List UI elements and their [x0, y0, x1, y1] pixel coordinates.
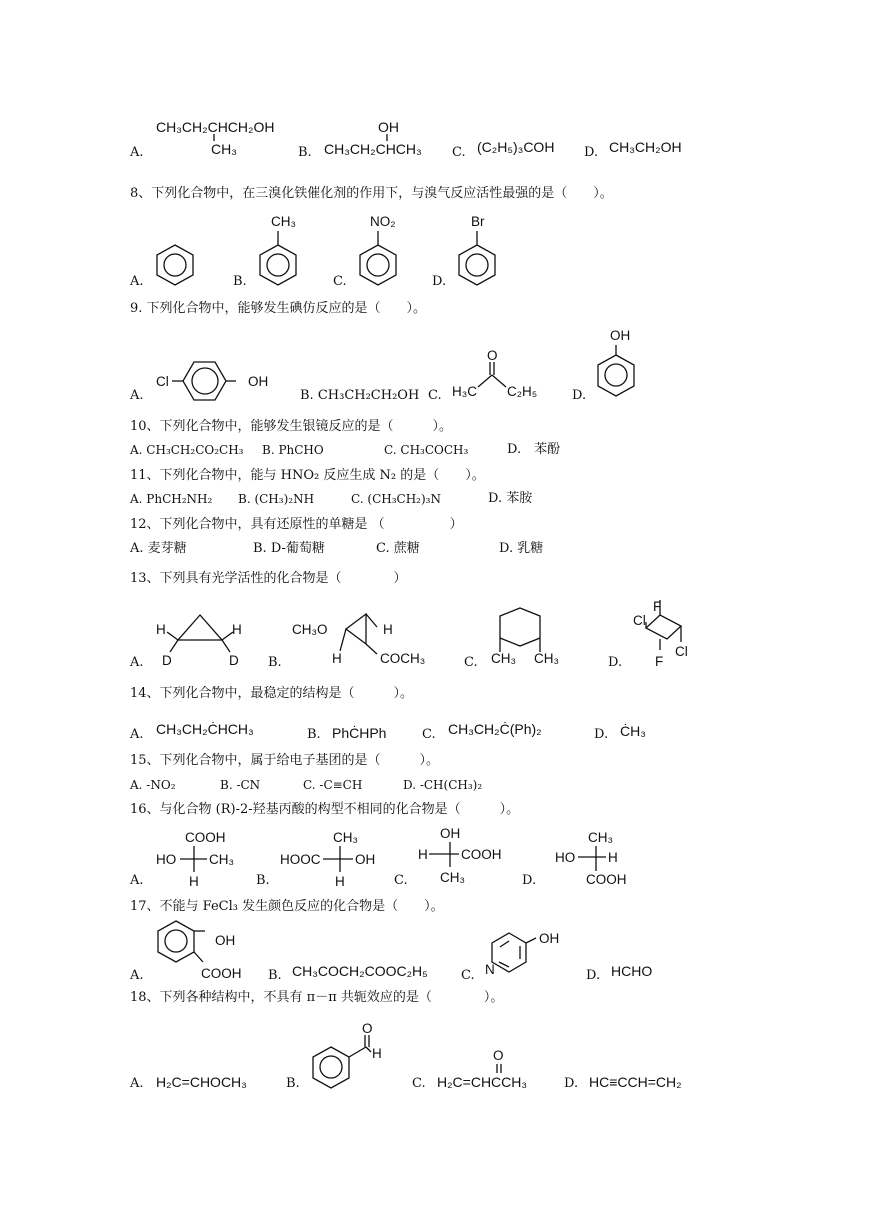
q16-d-right: H	[608, 850, 618, 865]
q14-option-c: CH₃CH₂Ċ(Ph)₂	[448, 721, 542, 737]
q9-a-oh: OH	[248, 374, 269, 389]
q9-stem: 9. 下列化合物中，能够发生碘仿反应的是（ ）。	[130, 301, 427, 316]
q14-option-a: CH₃CH₂ĊHCH₃	[156, 721, 254, 737]
q14-option-b-label: B.	[307, 727, 321, 742]
q14-option-c-label: C.	[422, 727, 436, 742]
svg-text:CH₃: CH₃	[534, 651, 559, 666]
q7-b-oh: OH	[378, 119, 399, 135]
q16-option-d-label: D.	[522, 873, 537, 888]
svg-text:D: D	[229, 653, 239, 668]
q15-stem: 15、下列化合物中，属于给电子基团的是（ ）。	[130, 753, 440, 768]
q16-c-bot: CH₃	[440, 870, 465, 885]
q16-a-left: HO	[156, 852, 177, 867]
q16-b-top: CH₃	[333, 830, 358, 845]
q9-c-o: O	[487, 348, 498, 363]
q8-option-c-label: C.	[333, 274, 347, 289]
q16-option-b-label: B.	[256, 873, 270, 888]
q14-option-b: PhĊHPh	[332, 725, 387, 741]
q14-option-d-label: D.	[594, 727, 609, 742]
q13-stem: 13、下列具有光学活性的化合物是（ ）	[130, 571, 407, 586]
svg-text:Cl: Cl	[675, 644, 688, 659]
q13-b-coch3: COCH₃	[380, 651, 426, 666]
q10-option-b: B. PhCHO	[262, 443, 324, 457]
q8-c-no2: NO₂	[370, 214, 396, 229]
q13-b-h: H	[332, 651, 342, 666]
svg-text:H: H	[383, 622, 393, 637]
q9-option-d-label: D.	[572, 388, 587, 403]
q18-option-a: H₂C=CHOCH₃	[156, 1074, 247, 1090]
q9-option-a-label: A.	[130, 388, 144, 403]
q17-c-oh: OH	[539, 931, 560, 946]
q10-option-d: D. 苯酚	[507, 442, 561, 457]
q7-option-c-label: C.	[452, 145, 466, 160]
q17-a-cooh: COOH	[201, 966, 242, 981]
q11-stem: 11、下列化合物中，能与 HNO₂ 反应生成 N₂ 的是（ ）。	[130, 468, 485, 483]
q7-option-d-label: D.	[584, 145, 599, 160]
q16-c-right: COOH	[461, 847, 502, 862]
q17-option-b-label: B.	[268, 968, 282, 983]
q17-option-d-label: D.	[586, 968, 601, 983]
q16-b-right: OH	[355, 852, 376, 867]
q17-option-b: CH₃COCH₂COOC₂H₅	[292, 963, 428, 979]
q15-option-d: D. -CH(CH₃)₂	[403, 778, 483, 792]
q9-option-b: B. CH₃CH₂CH₂OH	[300, 388, 420, 403]
q10-stem: 10、下列化合物中，能够发生银镜反应的是（ ）。	[130, 419, 453, 434]
q16-d-top: CH₃	[588, 830, 613, 845]
q12-option-a: A. 麦芽糖	[130, 541, 187, 556]
q15-option-c: C. -C≡CH	[303, 778, 363, 792]
q16-a-top: COOH	[185, 830, 226, 845]
q13-c-ch3: CH₃	[491, 651, 516, 666]
q18-option-a-label: A.	[130, 1076, 144, 1091]
svg-text:H: H	[156, 622, 166, 637]
q10-option-a: A. CH₃CH₂CO₂CH₃	[130, 443, 244, 457]
q7-option-b-label: B.	[298, 145, 312, 160]
q13-a-d: D	[162, 653, 172, 668]
q7-c-formula: (C₂H₅)₃COH	[477, 139, 555, 155]
q13-a-h: H	[232, 622, 242, 637]
q16-b-left: HOOC	[280, 852, 321, 867]
q7-d-formula: CH₃CH₂OH	[609, 139, 682, 155]
q16-a-bot: H	[189, 874, 199, 889]
q9-d-oh: OH	[610, 328, 631, 343]
q7-b-formula: CH₃CH₂CHCH₃	[324, 141, 422, 157]
q9-a-cl: Cl	[156, 374, 169, 389]
q16-c-top: OH	[440, 826, 461, 841]
q18-option-d-label: D.	[564, 1076, 579, 1091]
q16-b-bot: H	[335, 874, 345, 889]
q9-c-c2h5: C₂H₅	[507, 384, 538, 399]
q8-b-ch3: CH₃	[271, 214, 296, 229]
q13-option-d-label: D.	[608, 655, 623, 670]
q17-stem: 17、不能与 FeCl₃ 发生颜色反应的化合物是（ ）。	[130, 899, 444, 914]
q18-option-c-label: C.	[412, 1076, 426, 1091]
q13-b-och3: CH₃O	[292, 622, 328, 637]
q18-option-c: H₂C=CHCCH₃	[437, 1074, 528, 1090]
q18-option-b-label: B.	[286, 1076, 300, 1091]
q11-option-a: A. PhCH₂NH₂	[130, 492, 213, 506]
q17-option-a-label: A.	[130, 968, 144, 983]
q8-d-br: Br	[471, 214, 485, 229]
q11-option-d: D. 苯胺	[488, 491, 533, 506]
q14-stem: 14、下列化合物中，最稳定的结构是（ ）。	[130, 686, 414, 701]
q12-option-c: C. 蔗糖	[376, 541, 420, 556]
q17-a-oh: OH	[215, 933, 236, 948]
q13-d-cl: Cl	[633, 613, 646, 628]
q8-option-d-label: D.	[432, 274, 447, 289]
q7-option-a-label: A.	[130, 145, 144, 160]
q9-c-h3c: H₃C	[452, 384, 477, 399]
q10-option-c: C. CH₃COCH₃	[384, 443, 469, 457]
q16-stem: 16、与化合物 (R)-2-羟基丙酸的构型不相同的化合物是（ ）。	[130, 802, 520, 817]
q15-option-a: A. -NO₂	[130, 778, 176, 792]
q14-option-a-label: A.	[130, 727, 144, 742]
q8-option-a-label: A.	[130, 274, 144, 289]
q8-option-b-label: B.	[233, 274, 247, 289]
q12-stem: 12、下列化合物中，具有还原性的单糖是 （ ）	[130, 517, 463, 532]
q8-stem: 8、下列化合物中，在三溴化铁催化剂的作用下，与溴气反应活性最强的是（ ）。	[130, 186, 613, 201]
q18-b-o: O	[362, 1021, 373, 1036]
q7-a-formula: CH₃CH₂CHCH₂OH	[156, 119, 275, 135]
q7-a-branch-ch3: CH₃	[211, 141, 237, 157]
q13-d-f: F	[653, 599, 662, 614]
q9-option-c-label: C.	[428, 388, 442, 403]
q14-option-d: ĊH₃	[620, 723, 646, 739]
q15-option-b: B. -CN	[220, 778, 261, 792]
q13-option-b-label: B.	[268, 655, 282, 670]
q16-d-bot: COOH	[586, 872, 627, 887]
q16-a-right: CH₃	[209, 852, 234, 867]
q16-d-left: HO	[555, 850, 576, 865]
q11-option-b: B. (CH₃)₂NH	[238, 492, 315, 506]
q17-c-n: N	[485, 962, 495, 977]
q13-option-a-label: A.	[130, 655, 144, 670]
q18-option-d: HC≡CCH=CH₂	[589, 1074, 682, 1090]
q12-option-d: D. 乳糖	[499, 541, 544, 556]
svg-text:F: F	[655, 654, 664, 669]
q18-b-h: H	[372, 1046, 382, 1061]
q17-option-c-label: C.	[461, 968, 475, 983]
q13-option-c-label: C.	[464, 655, 478, 670]
q17-option-d: HCHO	[611, 963, 653, 979]
q16-option-a-label: A.	[130, 873, 144, 888]
q18-c-o: O	[493, 1048, 504, 1063]
q11-option-c: C. (CH₃CH₂)₃N	[351, 492, 441, 506]
q16-option-c-label: C.	[394, 873, 408, 888]
q18-stem: 18、下列各种结构中，不具有 π－π 共轭效应的是（ ）。	[130, 990, 504, 1005]
q16-c-left: H	[418, 847, 428, 862]
q12-option-b: B. D-葡萄糖	[253, 541, 325, 556]
